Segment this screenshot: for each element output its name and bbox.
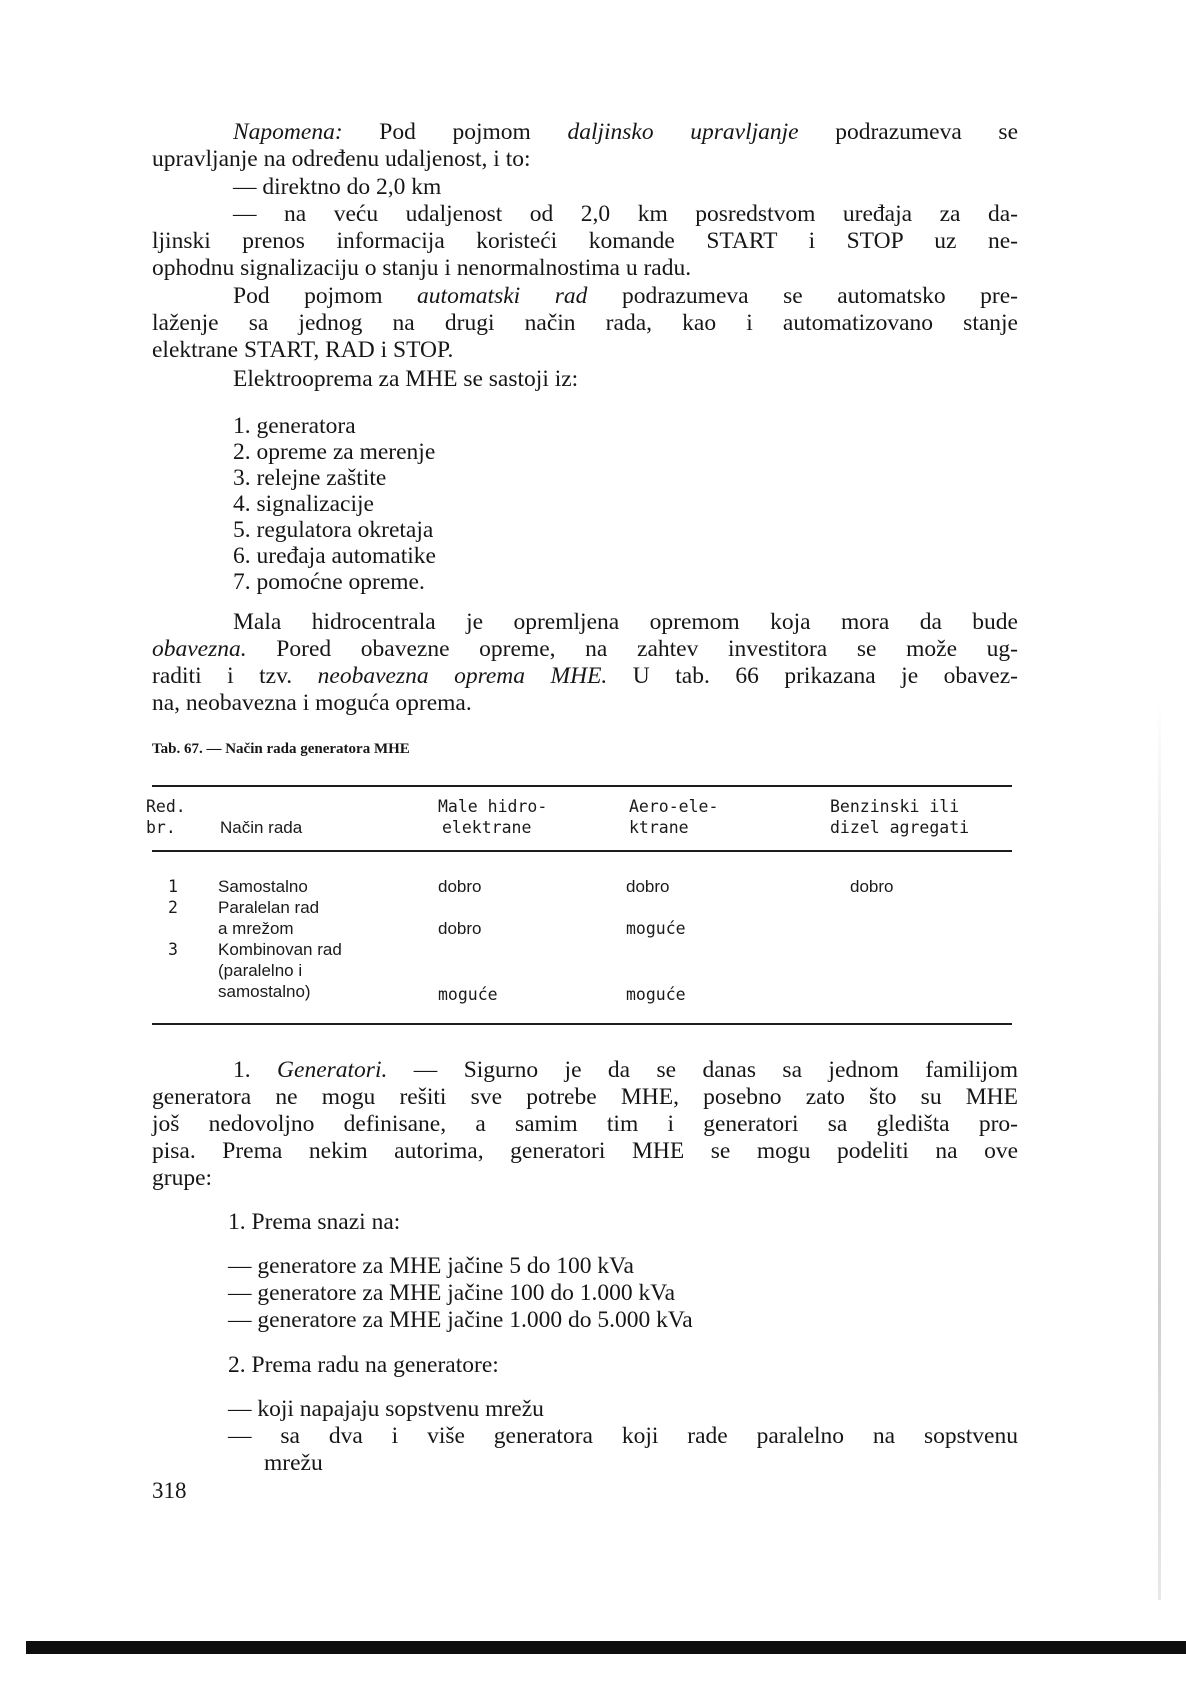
header-diesel-a: Benzinski ili — [830, 797, 960, 816]
mandatory-line-1: Mala hidrocentrala je opremljena opremom koja mora da bude — [233, 609, 1018, 635]
table-row-num: 3 — [168, 940, 178, 959]
scan-bottom-bar — [26, 1641, 1186, 1654]
equipment-intro: Elektrooprema za MHE se sastoji iz: — [233, 366, 579, 392]
note-item-2b: ljinski prenos informacija koristeći komande START i STOP uz ne- — [152, 228, 1018, 254]
header-mhe-b: elektrane — [442, 818, 532, 837]
mandatory-line-2: obavezna. Pored obavezne opreme, na zahtev investitora se može ug- — [152, 636, 1018, 662]
auto-line-3: elektrane START, RAD i STOP. — [152, 337, 454, 363]
table-row-aero: moguće — [626, 919, 686, 938]
table-row-mode: (paralelno i — [218, 961, 303, 980]
note-line-2: upravljanje na određenu udaljenost, i to: — [152, 146, 531, 172]
generators-line-1: 1. Generatori. — Sigurno je da se danas sa jednom familijom — [233, 1057, 1019, 1083]
equipment-item: 4. signalizacije — [233, 491, 374, 517]
generators-line-2: generatora ne mogu rešiti sve potrebe MHE, posebno zato što su MHE — [152, 1084, 1018, 1110]
table-row-mode: a mrežom — [218, 919, 294, 938]
equipment-item: 2. opreme za merenje — [233, 439, 436, 465]
equipment-item: 3. relejne zaštite — [233, 465, 387, 491]
table-row-mhe: dobro — [438, 877, 482, 896]
table-row-mode: Kombinovan rad — [218, 940, 342, 959]
by-power-item: — generatore za MHE jačine 1.000 do 5.000 kVa — [228, 1307, 693, 1333]
by-operation-title: 2. Prema radu na generatore: — [228, 1352, 499, 1378]
note-line-1: Napomena: Pod pojmom daljinsko upravljanje podrazumeva se — [233, 119, 1018, 145]
equipment-item: 1. generatora — [233, 413, 356, 439]
header-mhe-a: Male hidro- — [438, 797, 548, 816]
table-bottom-rule — [152, 1023, 1012, 1025]
table-row-mode: samostalno) — [218, 982, 311, 1001]
equipment-item: 7. pomoćne opreme. — [233, 569, 425, 595]
table-row-aero: dobro — [626, 877, 670, 896]
table-header-rule — [152, 850, 1012, 852]
table-row-aero: moguće — [626, 985, 686, 1004]
page-number: 318 — [152, 1478, 187, 1503]
table-row-mode: Samostalno — [218, 877, 308, 896]
by-operation-item-2a: — sa dva i više generatora koji rade paralelno na sopstvenu — [228, 1423, 1018, 1449]
table-caption: Tab. 67. — Način rada generatora MHE — [152, 741, 410, 757]
table-row-mhe: moguće — [438, 985, 498, 1004]
by-power-item: — generatore za MHE jačine 5 do 100 kVa — [228, 1253, 634, 1279]
generators-line-5: grupe: — [152, 1165, 213, 1191]
note-item-1: — direktno do 2,0 km — [233, 174, 442, 200]
scan-edge-shadow — [1158, 700, 1161, 1600]
table-row-mode: Paralelan rad — [218, 898, 320, 917]
header-mode: Način rada — [220, 818, 303, 837]
note-item-2c: ophodnu signalizaciju o stanju i nenormalnostima u radu. — [152, 255, 692, 281]
table-row-num: 2 — [168, 898, 178, 917]
header-aero-a: Aero-ele- — [629, 797, 719, 816]
header-red: Red. — [146, 797, 186, 816]
mandatory-line-4: na, neobavezna i moguća oprema. — [152, 690, 472, 716]
header-diesel-b: dizel agregati — [830, 818, 970, 837]
equipment-item: 5. regulatora okretaja — [233, 517, 434, 543]
header-br: br. — [146, 818, 176, 837]
generators-line-3: još nedovoljno definisane, a samim tim i generatori sa gledišta pro- — [152, 1111, 1018, 1137]
mandatory-line-3: raditi i tzv. neobavezna oprema MHE. U tab. 66 prikazana je obavez- — [152, 663, 1018, 689]
table-row-num: 1 — [168, 877, 178, 896]
generators-line-4: pisa. Prema nekim autorima, generatori MHE se mogu podeliti na ove — [152, 1138, 1018, 1164]
table-row-mhe: dobro — [438, 919, 482, 938]
auto-line-2: laženje sa jednog na drugi način rada, kao i automatizovano stanje — [152, 310, 1018, 336]
table-row-diesel: dobro — [850, 877, 894, 896]
note-item-2a: — na veću udaljenost od 2,0 km posredstvom uređaja za da- — [233, 201, 1018, 227]
header-aero-b: ktrane — [629, 818, 689, 837]
table-top-rule — [152, 785, 1012, 787]
by-operation-item-1: — koji napajaju sopstvenu mrežu — [228, 1396, 544, 1422]
by-power-title: 1. Prema snazi na: — [228, 1209, 401, 1235]
by-power-item: — generatore za MHE jačine 100 do 1.000 kVa — [228, 1280, 676, 1306]
by-operation-item-2b: mrežu — [264, 1450, 323, 1476]
auto-line-1: Pod pojmom automatski rad podrazumeva se automatsko pre- — [233, 283, 1019, 309]
equipment-item: 6. uređaja automatike — [233, 543, 436, 569]
